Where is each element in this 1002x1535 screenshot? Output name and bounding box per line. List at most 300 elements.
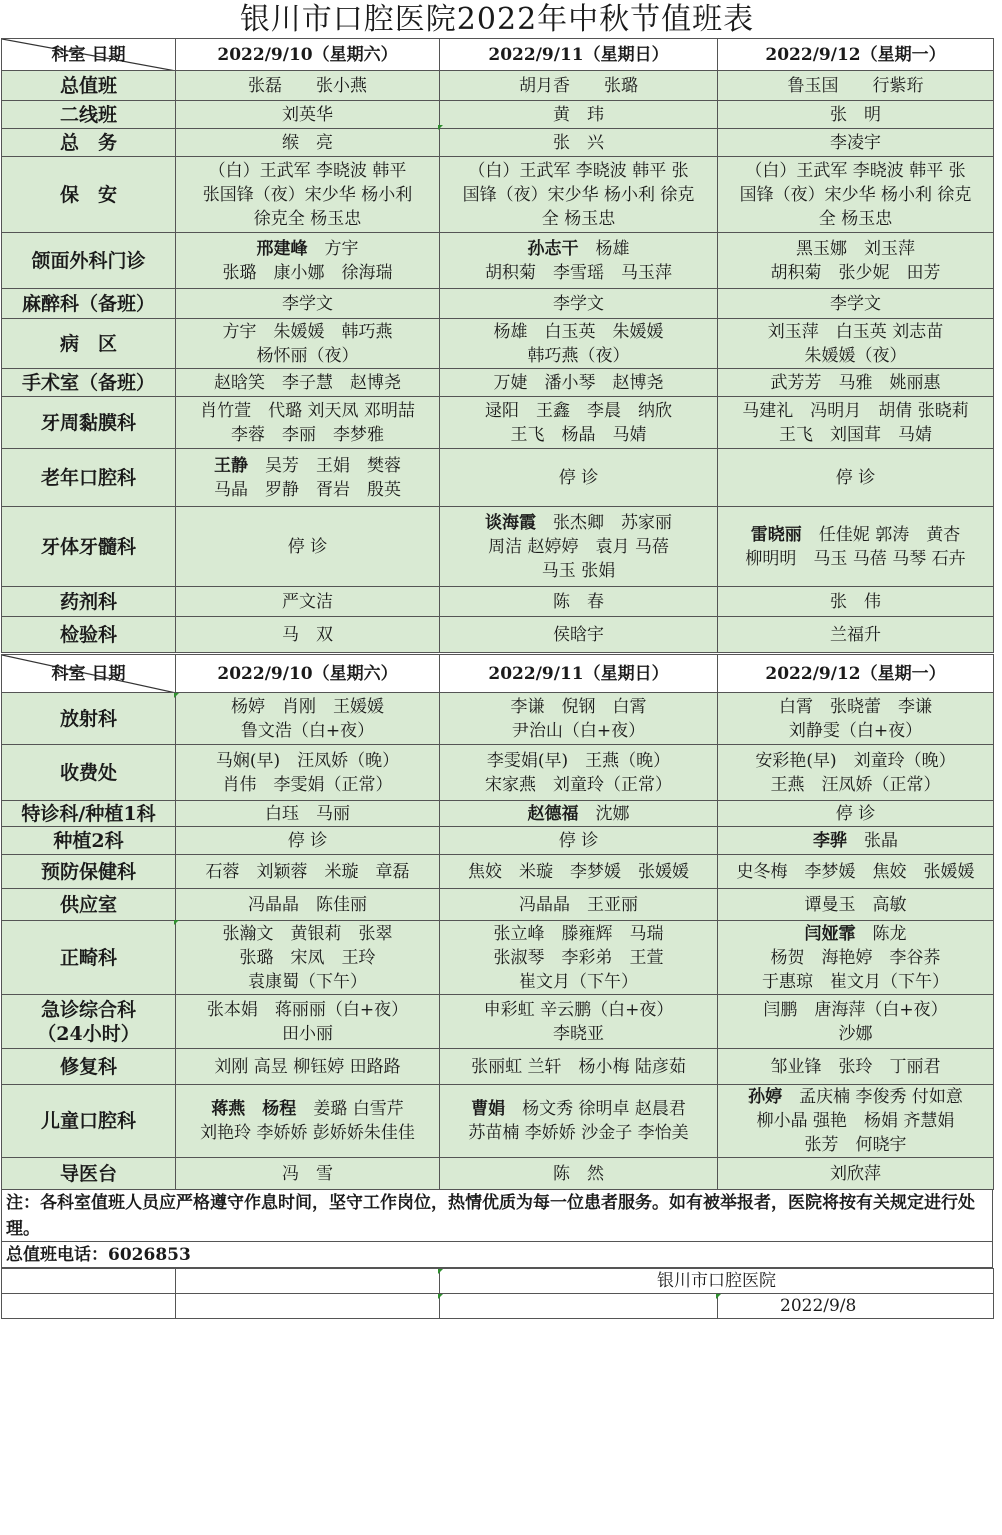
duty-line: [443, 320, 714, 344]
duty-line: [721, 399, 990, 423]
duty-names: 杨雄 白玉英 朱媛媛: [493, 321, 664, 342]
duty-names: 刘静雯（白+夜）: [788, 720, 923, 741]
duty-cell: [176, 397, 440, 449]
schedule-table-bottom: [1, 654, 994, 1190]
table-row: [2, 745, 994, 801]
schedule-table-top: [1, 38, 994, 653]
duty-line: [179, 344, 436, 368]
duty-line: [721, 371, 990, 395]
duty-names: 方宇: [307, 238, 359, 259]
duty-names: 张丽虹 兰轩 杨小梅 陆彦茹: [471, 1056, 686, 1077]
duty-cell: [440, 289, 718, 319]
duty-names: 冯晶晶 陈佳丽: [248, 894, 367, 915]
duty-line: [721, 103, 990, 127]
duty-leader: 蒋燕 杨程: [211, 1099, 297, 1119]
duty-line: [179, 159, 436, 183]
duty-leader: 曹娟: [471, 1099, 506, 1119]
duty-cell: [176, 157, 440, 233]
duty-leader: 谈海霞: [485, 512, 536, 533]
table-row: [2, 889, 994, 921]
duty-line: [721, 719, 990, 743]
duty-names: 胡月香 张璐: [519, 75, 638, 96]
dept-name: [2, 995, 176, 1049]
duty-line: [443, 559, 714, 583]
duty-line: [721, 893, 990, 917]
duty-line: [443, 695, 714, 719]
duty-cell: [718, 693, 994, 745]
dept-name: [2, 1049, 176, 1085]
table-row: [2, 319, 994, 369]
duty-cell: [718, 157, 994, 233]
duty-line: [179, 74, 436, 98]
table-row: [2, 855, 994, 889]
duty-line: [179, 207, 436, 231]
duty-line: [721, 523, 990, 547]
duty-names: 田小丽: [282, 1023, 333, 1044]
dept-name-line: 供应室: [59, 893, 117, 916]
date-header: 2022/9/12（星期一）: [718, 39, 994, 71]
duty-names: 张 明: [830, 104, 881, 125]
duty-cell: [440, 693, 718, 745]
duty-names: 国锋（夜）宋少华 杨小利 徐克: [739, 184, 972, 205]
footer-empty-cell: [440, 1294, 718, 1319]
duty-line: [443, 893, 714, 917]
dept-name-line: 保 安: [59, 183, 117, 206]
dept-name: [2, 921, 176, 995]
date-header: 2022/9/11（星期日）: [440, 39, 718, 71]
duty-names: 韩巧燕（夜）: [527, 345, 630, 366]
dept-name-line: 老年口腔科: [40, 466, 136, 489]
duty-names: 黄 玮: [553, 104, 604, 125]
duty-names: 李学文: [282, 293, 333, 314]
duty-names: 停 诊: [287, 536, 328, 557]
duty-cell: [440, 855, 718, 889]
duty-cell: [440, 449, 718, 507]
duty-line: [721, 773, 990, 797]
duty-note: 注：各科室值班人员应严格遵守作息时间，坚守工作岗位，热情优质为每一位患者服务。如有被举报者，医院将按有关规定进行处理。: [1, 1190, 993, 1242]
footer-empty-cell: [2, 1269, 176, 1294]
duty-line: [721, 998, 990, 1022]
duty-line: [443, 1162, 714, 1186]
duty-line: [179, 623, 436, 647]
duty-names: 张璐 宋凤 王玲: [239, 947, 376, 968]
page-title: 银川市口腔医院2022年中秋节值班表: [239, 2, 755, 37]
header-corner: [2, 39, 176, 71]
duty-line: [179, 1121, 436, 1145]
duty-names: 马建礼 冯明月 胡倩 张晓莉: [742, 400, 969, 421]
duty-names: （白）王武军 李晓波 韩平 张: [745, 160, 966, 181]
duty-names: 柳明明 马玉 马蓓 马琴 石卉: [745, 548, 966, 569]
duty-line: [721, 466, 990, 490]
duty-line: [721, 970, 990, 994]
duty-names: 徐克全 杨玉忠: [253, 208, 362, 229]
dept-name-line: 总值班: [59, 74, 117, 97]
table-row: [2, 369, 994, 397]
duty-line: [179, 237, 436, 261]
duty-cell: [440, 71, 718, 101]
dept-name: [2, 397, 176, 449]
duty-names: 鲁文浩（白+夜）: [240, 720, 375, 741]
duty-cell: [440, 1158, 718, 1190]
duty-line: [179, 1055, 436, 1079]
duty-names: 冯晶晶 王亚丽: [519, 894, 638, 915]
duty-names: 万婕 潘小琴 赵博尧: [493, 372, 664, 393]
dept-name-line: 预防保健科: [40, 860, 136, 883]
dept-name: [2, 71, 176, 101]
duty-cell: [440, 995, 718, 1049]
duty-cell: [176, 855, 440, 889]
dept-name: [2, 889, 176, 921]
duty-leader: 孙志干: [527, 238, 579, 259]
duty-cell: [718, 319, 994, 369]
duty-names: 逯阳 王鑫 李晨 纳欣: [485, 400, 672, 421]
duty-leader: 孙婷: [748, 1087, 783, 1107]
duty-names: 尹治山（白+夜）: [511, 720, 646, 741]
duty-line: [721, 695, 990, 719]
duty-names: 国锋（夜）宋少华 杨小利 徐克: [462, 184, 695, 205]
duty-names: 李谦 倪钢 白霄: [510, 696, 647, 717]
dept-name: [2, 157, 176, 233]
duty-line: [443, 860, 714, 884]
duty-line: [179, 131, 436, 155]
duty-names: 停 诊: [835, 803, 876, 824]
duty-cell: [718, 827, 994, 855]
duty-cell: [176, 617, 440, 653]
duty-names: 宋家燕 刘童玲（正常）: [485, 774, 672, 795]
duty-cell: [176, 71, 440, 101]
dept-name: [2, 855, 176, 889]
duty-line: [179, 535, 436, 559]
duty-names: 陈 春: [553, 591, 604, 612]
duty-cell: [718, 101, 994, 129]
duty-names: 沙娜: [838, 1023, 873, 1044]
duty-names: 武芳芳 马雅 姚丽惠: [770, 372, 941, 393]
duty-cell: [718, 369, 994, 397]
footer-empty-cell: [176, 1269, 440, 1294]
duty-line: [443, 773, 714, 797]
duty-line: [443, 922, 714, 946]
duty-names: 焦姣 米璇 李梦媛 张媛媛: [468, 861, 689, 882]
duty-names: 王燕 汪凤娇（正常）: [770, 774, 941, 795]
duty-names: 马晶 罗静 胥岩 殷英: [214, 479, 401, 500]
table-row: [2, 449, 994, 507]
duty-line: [721, 1085, 990, 1109]
duty-line: [721, 74, 990, 98]
duty-line: [443, 1055, 714, 1079]
duty-line: [179, 773, 436, 797]
duty-names: 停 诊: [558, 830, 599, 851]
duty-names: 杨怀丽（夜）: [256, 345, 359, 366]
date-header: 2022/9/10（星期六）: [176, 655, 440, 693]
dept-name-line: 病 区: [59, 332, 117, 355]
duty-line: [443, 719, 714, 743]
duty-names: 孟庆楠 李俊秀 付如意: [782, 1087, 963, 1107]
duty-cell: [176, 369, 440, 397]
corner-label: 科室 日期: [51, 44, 126, 65]
duty-cell: [718, 995, 994, 1049]
duty-line: [721, 922, 990, 946]
duty-line: [443, 535, 714, 559]
footer-org: 银川市口腔医院: [440, 1269, 994, 1294]
cell-marker-icon: [438, 1294, 443, 1299]
duty-names: 刘欣萍: [830, 1163, 881, 1184]
duty-cell: [440, 617, 718, 653]
duty-names: 黑玉娜 刘玉萍: [796, 238, 915, 259]
duty-line: [179, 320, 436, 344]
duty-line: [721, 183, 990, 207]
duty-cell: [440, 921, 718, 995]
duty-line: [179, 292, 436, 316]
duty-names: 张 兴: [553, 132, 604, 153]
dept-name: [2, 1085, 176, 1158]
duty-names: 李学文: [553, 293, 604, 314]
duty-cell: [176, 693, 440, 745]
duty-line: [443, 183, 714, 207]
duty-names: 李雯娟(早) 王燕（晚）: [486, 750, 671, 771]
dept-name: [2, 745, 176, 801]
duty-line: [721, 1109, 990, 1133]
duty-cell: [718, 745, 994, 801]
duty-cell: [440, 1049, 718, 1085]
duty-cell: [718, 289, 994, 319]
duty-line: [443, 970, 714, 994]
dept-name: [2, 617, 176, 653]
duty-line: [721, 802, 990, 826]
duty-names: 马玉 张娟: [541, 560, 616, 581]
duty-line: [179, 719, 436, 743]
duty-line: [443, 802, 714, 826]
header-corner-2: [2, 655, 176, 693]
duty-names: 张淑琴 李彩弟 王萱: [493, 947, 664, 968]
duty-cell: [440, 507, 718, 587]
duty-names: 安彩艳(早) 刘童玲（晚）: [755, 750, 956, 771]
duty-names: 张璐 康小娜 徐海瑞: [222, 262, 393, 283]
duty-cell: [440, 587, 718, 617]
duty-line: [721, 829, 990, 853]
table-row: [2, 693, 994, 745]
duty-cell: [718, 587, 994, 617]
duty-line: [443, 423, 714, 447]
duty-line: [721, 946, 990, 970]
table-row: [2, 101, 994, 129]
duty-line: [443, 623, 714, 647]
duty-names: 胡积菊 张少妮 田芳: [770, 262, 941, 283]
duty-names: 周洁 赵婷婷 袁月 马蓓: [488, 536, 669, 557]
table-row: [2, 801, 994, 827]
dept-name: [2, 101, 176, 129]
duty-line: [179, 399, 436, 423]
table-row: [2, 1158, 994, 1190]
cell-marker-icon: [438, 1269, 443, 1274]
dept-name-line: 总 务: [59, 131, 117, 154]
duty-cell: [440, 801, 718, 827]
duty-names: 于惠琼 崔文月（下午）: [762, 971, 949, 992]
dept-name-line: 放射科: [59, 707, 117, 730]
duty-cell: [440, 369, 718, 397]
duty-line: [443, 103, 714, 127]
table-row: [2, 827, 994, 855]
duty-cell: [718, 129, 994, 157]
duty-names: 张晶: [847, 830, 898, 851]
duty-names: 苏苗楠 李娇娇 沙金子 李怡美: [468, 1123, 689, 1143]
dept-name-line: 急诊综合科: [40, 998, 136, 1021]
duty-line: [721, 423, 990, 447]
duty-names: 肖竹萱 代璐 刘天凤 邓明喆: [200, 400, 415, 421]
dept-name: [2, 319, 176, 369]
duty-cell: [440, 397, 718, 449]
duty-cell: [718, 449, 994, 507]
duty-line: [443, 131, 714, 155]
duty-names: （白）王武军 李晓波 韩平: [208, 160, 407, 181]
table-row: [2, 921, 994, 995]
duty-line: [179, 371, 436, 395]
duty-line: [443, 237, 714, 261]
duty-cell: [440, 101, 718, 129]
duty-line: [179, 1097, 436, 1121]
dept-name-line: 牙周黏膜科: [40, 411, 136, 434]
dept-name: [2, 1158, 176, 1190]
dept-name: [2, 693, 176, 745]
duty-names: 赵晗笑 李子慧 赵博尧: [214, 372, 401, 393]
duty-cell: [440, 233, 718, 289]
duty-line: [443, 371, 714, 395]
table-row: [2, 587, 994, 617]
duty-names: 王飞 杨晶 马婧: [510, 424, 647, 445]
duty-cell: [176, 889, 440, 921]
duty-line: [721, 749, 990, 773]
dept-name-line: 麻醉科（备班）: [21, 292, 155, 315]
table-row: [2, 233, 994, 289]
duty-line: [721, 547, 990, 571]
dept-name-line: 导医台: [59, 1162, 117, 1185]
dept-name-line: 药剂科: [59, 590, 117, 613]
dept-name: [2, 507, 176, 587]
table-row: [2, 995, 994, 1049]
duty-cell: [440, 889, 718, 921]
duty-cell: [718, 1049, 994, 1085]
dept-name-line: 牙体牙髓科: [40, 535, 136, 558]
duty-names: 冯 雪: [282, 1163, 333, 1184]
duty-line: [179, 478, 436, 502]
duty-names: 邹业锋 张玲 丁丽君: [770, 1056, 941, 1077]
duty-leader: 王静: [214, 455, 248, 476]
dept-name: [2, 801, 176, 827]
duty-names: 刘英华: [282, 104, 333, 125]
duty-names: 张磊 张小燕: [248, 75, 367, 96]
duty-leader: 赵德福: [527, 803, 579, 824]
duty-line: [721, 292, 990, 316]
duty-names: 杨婷 肖刚 王媛媛: [231, 696, 384, 717]
duty-cell: [718, 1158, 994, 1190]
duty-leader: 李骅: [813, 830, 847, 851]
dept-name-line: 检验科: [59, 623, 117, 646]
duty-line: [721, 131, 990, 155]
duty-cell: [718, 233, 994, 289]
duty-line: [443, 74, 714, 98]
duty-line: [179, 1022, 436, 1046]
footer-empty-cell: [2, 1294, 176, 1319]
duty-cell: [176, 289, 440, 319]
dept-name-line: 二线班: [59, 103, 117, 126]
duty-line: [443, 292, 714, 316]
dept-name-line: 颌面外科门诊: [31, 249, 146, 272]
duty-names: 吴芳 王娟 樊蓉: [248, 455, 401, 476]
duty-cell: [440, 1085, 718, 1158]
duty-line: [721, 344, 990, 368]
duty-names: 肖伟 李雯娟（正常）: [222, 774, 393, 795]
duty-line: [179, 829, 436, 853]
duty-names: 李蓉 李丽 李梦雅: [231, 424, 384, 445]
duty-names: 马娴(早) 汪凤娇（晚）: [215, 750, 400, 771]
dept-name: [2, 233, 176, 289]
duty-cell: [718, 855, 994, 889]
duty-line: [721, 1162, 990, 1186]
duty-cell: [440, 745, 718, 801]
footer-empty-cell: [176, 1294, 440, 1319]
duty-line: [443, 1097, 714, 1121]
duty-cell: [440, 827, 718, 855]
duty-cell: [440, 157, 718, 233]
duty-names: 史冬梅 李梦媛 焦姣 张媛媛: [736, 861, 975, 882]
duty-names: 杨贺 海艳婷 李谷荞: [770, 947, 941, 968]
footer-table: [1, 1268, 994, 1319]
table-row: [2, 157, 994, 233]
duty-line: [721, 1133, 990, 1157]
dept-name-line: （24小时）: [37, 1022, 140, 1045]
duty-line: [443, 998, 714, 1022]
notes-block: [1, 1190, 993, 1268]
duty-line: [721, 860, 990, 884]
duty-line: [443, 946, 714, 970]
duty-names: 停 诊: [558, 467, 599, 488]
dept-name-line: 正畸科: [59, 946, 117, 969]
duty-phone: 总值班电话：6026853: [1, 1242, 993, 1268]
dept-name: [2, 827, 176, 855]
duty-cell: [176, 1085, 440, 1158]
duty-cell: [440, 129, 718, 157]
duty-cell: [176, 507, 440, 587]
duty-line: [179, 261, 436, 285]
duty-line: [179, 998, 436, 1022]
duty-names: 胡积菊 李雪瑶 马玉萍: [485, 262, 672, 283]
table-row: [2, 1085, 994, 1158]
duty-names: 杨文秀 徐明卓 赵晨君: [505, 1099, 686, 1119]
duty-names: 全 杨玉忠: [541, 208, 616, 229]
duty-names: 刘玉萍 白玉英 刘志苗: [767, 321, 944, 342]
duty-names: 石蓉 刘颖蓉 米璇 章磊: [205, 861, 410, 882]
duty-cell: [176, 587, 440, 617]
duty-names: 朱媛媛（夜）: [804, 345, 907, 366]
date-header: 2022/9/12（星期一）: [718, 655, 994, 693]
duty-line: [721, 1055, 990, 1079]
duty-line: [179, 183, 436, 207]
duty-names: 张杰卿 苏家丽: [536, 512, 672, 533]
duty-line: [721, 207, 990, 231]
duty-line: [443, 159, 714, 183]
duty-names: 张本娟 蒋丽丽（白+夜）: [206, 999, 409, 1020]
duty-names: 杨雄: [578, 238, 630, 259]
duty-leader: 闫娅霏: [804, 923, 856, 944]
duty-names: 白珏 马丽: [265, 803, 350, 824]
duty-names: 侯晗宇: [553, 624, 604, 645]
dept-name-line: 手术室（备班）: [21, 371, 155, 394]
duty-names: 袁康蜀（下午）: [248, 971, 367, 992]
duty-line: [179, 860, 436, 884]
duty-line: [443, 261, 714, 285]
duty-names: 缑 亮: [282, 132, 333, 153]
dept-name: [2, 449, 176, 507]
duty-names: 马 双: [282, 624, 333, 645]
